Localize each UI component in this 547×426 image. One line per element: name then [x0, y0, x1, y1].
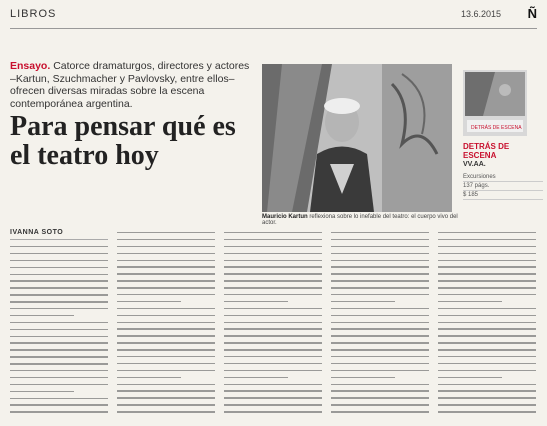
book-title: DETRÁS DE ESCENA	[463, 142, 510, 160]
cover-title: DETRÁS DE ESCENA	[471, 125, 522, 131]
text-line	[331, 390, 429, 391]
byline: IVANNA SOTO	[10, 229, 64, 236]
text-line	[331, 349, 429, 350]
text-line	[10, 294, 108, 295]
book-publisher: Excursiones	[463, 173, 543, 182]
text-line	[10, 260, 108, 261]
text-line	[10, 315, 74, 316]
caption-name: Mauricio Kartun	[262, 214, 308, 220]
text-line	[224, 294, 322, 295]
book-price: $ 185	[463, 191, 543, 200]
text-line	[117, 363, 215, 364]
text-line	[10, 322, 108, 323]
text-line	[10, 404, 108, 405]
text-line	[117, 232, 215, 233]
text-line	[331, 253, 429, 254]
text-line	[438, 390, 536, 391]
text-line	[117, 404, 215, 405]
text-line	[10, 356, 108, 357]
text-line	[331, 273, 429, 274]
text-line	[438, 363, 536, 364]
text-line	[224, 280, 322, 281]
text-line	[224, 411, 322, 412]
text-line	[117, 335, 215, 336]
text-line	[438, 239, 536, 240]
text-line	[10, 398, 108, 399]
text-line	[117, 390, 215, 391]
text-line	[331, 246, 429, 247]
text-line	[10, 342, 108, 343]
text-line	[331, 363, 429, 364]
text-line	[224, 328, 322, 329]
text-line	[117, 411, 215, 412]
text-line	[331, 404, 429, 405]
text-line	[224, 273, 322, 274]
body-column-2	[117, 232, 215, 422]
issue-date: 13.6.2015	[460, 9, 501, 19]
text-line	[438, 260, 536, 261]
text-line	[331, 397, 429, 398]
text-line	[117, 239, 215, 240]
header-rule	[10, 28, 537, 29]
text-line	[224, 342, 322, 343]
text-line	[10, 391, 74, 392]
text-line	[10, 329, 108, 330]
text-line	[438, 294, 536, 295]
text-line	[224, 260, 322, 261]
body-column-1	[10, 246, 108, 422]
text-line	[10, 370, 108, 371]
text-line	[331, 308, 429, 309]
text-line	[10, 301, 108, 302]
deck-text: Catorce dramaturgos, directores y actores –Kartun, Szuchmacher y Pavlovsky, entre ellos– ofrecen diversas miradas sobre la escena contemporánea argentina.	[10, 60, 250, 110]
text-line	[117, 356, 215, 357]
text-line	[224, 390, 322, 391]
caption-text: reflexiona sobre lo inefable del teatro: el cuerpo vivo del actor.	[262, 214, 458, 226]
text-line	[438, 328, 536, 329]
text-line	[224, 239, 322, 240]
body-column-5	[438, 232, 536, 422]
text-line	[438, 404, 536, 405]
text-line	[438, 308, 536, 309]
text-line	[117, 397, 215, 398]
text-line	[117, 253, 215, 254]
photo-caption	[262, 214, 462, 226]
text-line	[331, 232, 429, 233]
text-line	[117, 294, 215, 295]
text-line	[331, 377, 395, 378]
text-line	[117, 342, 215, 343]
text-line	[331, 384, 429, 385]
text-line	[331, 239, 429, 240]
magazine-logo: Ñ	[527, 6, 537, 21]
article-deck	[10, 60, 255, 110]
text-line	[224, 349, 322, 350]
deck-kicker: Ensayo.	[10, 60, 51, 72]
text-line	[10, 384, 108, 385]
text-line	[331, 315, 429, 316]
text-line	[331, 266, 429, 267]
text-line	[224, 404, 322, 405]
text-line	[117, 266, 215, 267]
text-line	[438, 273, 536, 274]
text-line	[438, 301, 502, 302]
text-line	[438, 349, 536, 350]
text-line	[224, 232, 322, 233]
text-line	[331, 260, 429, 261]
text-line	[224, 246, 322, 247]
text-line	[224, 335, 322, 336]
text-line	[438, 266, 536, 267]
text-line	[10, 349, 108, 350]
text-line	[117, 377, 181, 378]
text-line	[438, 253, 536, 254]
text-line	[10, 267, 108, 268]
text-line	[224, 384, 322, 385]
book-meta	[463, 173, 543, 200]
text-line	[117, 246, 215, 247]
text-line	[224, 363, 322, 364]
text-line	[224, 377, 288, 378]
text-line	[117, 260, 215, 261]
text-line	[438, 315, 536, 316]
book-cover	[463, 70, 527, 136]
text-line	[224, 266, 322, 267]
text-line	[117, 287, 215, 288]
text-line	[331, 294, 429, 295]
text-line	[117, 308, 215, 309]
text-line	[117, 349, 215, 350]
text-line	[10, 253, 108, 254]
text-line	[438, 322, 536, 323]
text-line	[117, 384, 215, 385]
text-line	[331, 411, 429, 412]
photo-image	[262, 64, 452, 212]
body-column-3	[224, 232, 322, 422]
text-line	[224, 356, 322, 357]
text-line	[117, 328, 215, 329]
book-pages: 137 págs.	[463, 182, 543, 191]
text-line	[331, 287, 429, 288]
text-line	[224, 308, 322, 309]
text-line	[224, 370, 322, 371]
byline-rule	[10, 239, 108, 240]
text-line	[438, 246, 536, 247]
text-line	[10, 336, 108, 337]
page-header	[10, 6, 537, 28]
section-label: LIBROS	[10, 8, 57, 20]
text-line	[438, 411, 536, 412]
text-line	[331, 370, 429, 371]
book-cover-image	[463, 70, 527, 136]
article-photo	[262, 64, 452, 212]
text-line	[438, 370, 536, 371]
text-line	[331, 335, 429, 336]
text-line	[10, 363, 108, 364]
text-line	[438, 356, 536, 357]
text-line	[10, 308, 108, 309]
text-line	[438, 280, 536, 281]
text-line	[438, 377, 502, 378]
text-line	[224, 287, 322, 288]
text-line	[117, 280, 215, 281]
text-line	[331, 322, 429, 323]
text-line	[224, 322, 322, 323]
text-line	[117, 315, 215, 316]
text-line	[10, 411, 108, 412]
text-line	[438, 232, 536, 233]
text-line	[10, 280, 108, 281]
text-line	[331, 280, 429, 281]
article-headline: Para pensar qué es el teatro hoy	[10, 111, 236, 171]
text-line	[117, 301, 181, 302]
text-line	[224, 397, 322, 398]
text-line	[438, 335, 536, 336]
text-line	[117, 322, 215, 323]
text-line	[438, 342, 536, 343]
text-line	[331, 342, 429, 343]
text-line	[224, 315, 322, 316]
text-line	[10, 287, 108, 288]
book-author: VV.AA.	[463, 161, 486, 168]
text-line	[10, 246, 108, 247]
text-line	[117, 370, 215, 371]
text-line	[10, 377, 108, 378]
text-line	[331, 356, 429, 357]
text-line	[438, 397, 536, 398]
text-line	[438, 384, 536, 385]
text-line	[117, 273, 215, 274]
text-line	[224, 301, 288, 302]
text-line	[331, 328, 429, 329]
body-column-4	[331, 232, 429, 422]
text-line	[331, 301, 395, 302]
text-line	[10, 274, 108, 275]
text-line	[224, 253, 322, 254]
text-line	[438, 287, 536, 288]
